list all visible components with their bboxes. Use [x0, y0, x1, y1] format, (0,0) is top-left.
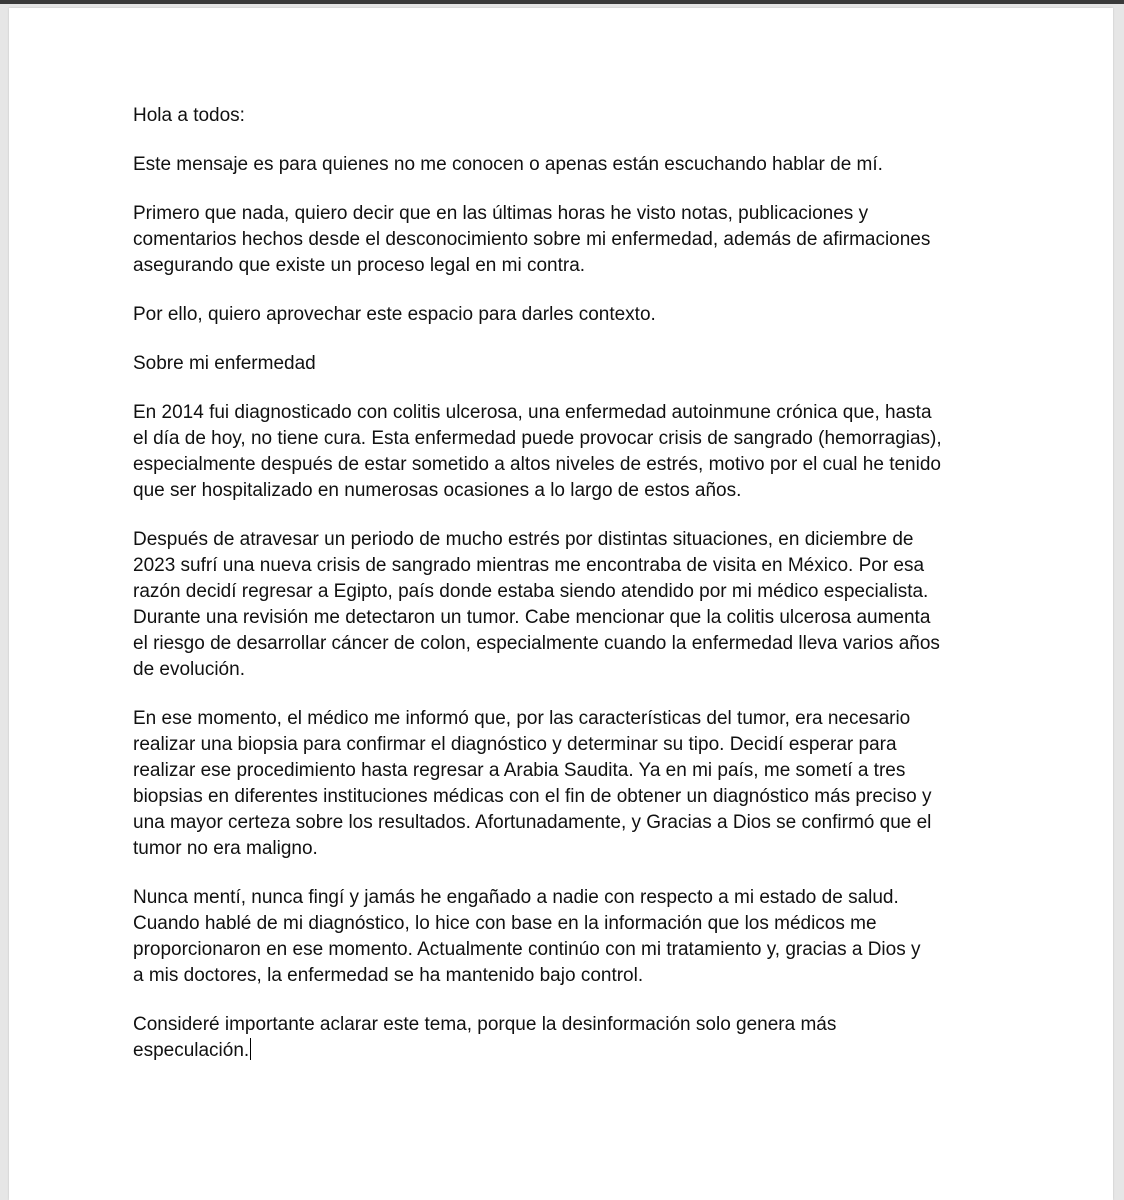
- paragraph: [133, 706, 1033, 862]
- text-line: realizar ese procedimiento hasta regresar a Arabia Saudita. Ya en mi país, me sometí a tres: [133, 760, 906, 781]
- text-line: especialmente después de estar sometido a altos niveles de estrés, motivo por el cual he tenido: [133, 454, 941, 475]
- text-cursor: [250, 1038, 251, 1060]
- text-line: Consideré importante aclarar este tema, porque la desinformación solo genera más: [133, 1014, 837, 1035]
- document-body[interactable]: [133, 103, 1033, 1087]
- text-line: En 2014 fui diagnosticado con colitis ulcerosa, una enfermedad autoinmune crónica que, hasta: [133, 402, 932, 423]
- text-line: el día de hoy, no tiene cura. Esta enfermedad puede provocar crisis de sangrado (hemorragias),: [133, 428, 942, 449]
- window-top-edge: [0, 0, 1124, 4]
- text-line: Por ello, quiero aprovechar este espacio para darles contexto.: [133, 304, 656, 325]
- text-line: a mis doctores, la enfermedad se ha mantenido bajo control.: [133, 965, 644, 986]
- text-line: el riesgo de desarrollar cáncer de colon, especialmente cuando la enfermedad lleva varios años: [133, 633, 940, 654]
- paragraph: [133, 351, 1033, 377]
- text-line: En ese momento, el médico me informó que, por las características del tumor, era necesario: [133, 708, 911, 729]
- paragraph: [133, 302, 1033, 328]
- text-line: de evolución.: [133, 659, 245, 680]
- text-line: que ser hospitalizado en numerosas ocasiones a lo largo de estos años.: [133, 480, 742, 501]
- text-line: asegurando que existe un proceso legal en mi contra.: [133, 255, 586, 276]
- text-line: Nunca mentí, nunca fingí y jamás he engañado a nadie con respecto a mi estado de salud.: [133, 887, 899, 908]
- text-line: Cuando hablé de mi diagnóstico, lo hice con base en la información que los médicos me: [133, 913, 877, 934]
- paragraph: [133, 201, 1033, 279]
- text-line: Este mensaje es para quienes no me conocen o apenas están escuchando hablar de mí.: [133, 154, 883, 175]
- text-line: biopsias en diferentes instituciones médicas con el fin de obtener un diagnóstico más preciso y: [133, 786, 932, 807]
- text-line: razón decidí regresar a Egipto, país donde estaba siendo atendido por mi médico especialista.: [133, 581, 929, 602]
- paragraph: [133, 152, 1033, 178]
- text-line: comentarios hechos desde el desconocimiento sobre mi enfermedad, además de afirmaciones: [133, 229, 931, 250]
- text-line: tumor no era maligno.: [133, 838, 318, 859]
- text-line: Hola a todos:: [133, 105, 245, 126]
- paragraph: [133, 1012, 1033, 1064]
- text-line: Durante una revisión me detectaron un tumor. Cabe mencionar que la colitis ulcerosa aumenta: [133, 607, 931, 628]
- text-line: proporcionaron en ese momento. Actualmente continúo con mi tratamiento y, gracias a Dios y: [133, 939, 921, 960]
- text-line: 2023 sufrí una nueva crisis de sangrado mientras me encontraba de visita en México. Por esa: [133, 555, 925, 576]
- text-line: Después de atravesar un periodo de mucho estrés por distintas situaciones, en diciembre de: [133, 529, 914, 550]
- paragraph: [133, 527, 1033, 683]
- text-line: Primero que nada, quiero decir que en las últimas horas he visto notas, publicaciones y: [133, 203, 869, 224]
- paragraph: [133, 885, 1033, 989]
- paragraph: [133, 103, 1033, 129]
- text-line: Sobre mi enfermedad: [133, 353, 316, 374]
- document-page: [9, 8, 1113, 1200]
- text-line: especulación.: [133, 1040, 250, 1061]
- text-line: realizar una biopsia para confirmar el diagnóstico y determinar su tipo. Decidí esperar para: [133, 734, 897, 755]
- text-line: una mayor certeza sobre los resultados. Afortunadamente, y Gracias a Dios se confirmó que el: [133, 812, 932, 833]
- paragraph: [133, 400, 1033, 504]
